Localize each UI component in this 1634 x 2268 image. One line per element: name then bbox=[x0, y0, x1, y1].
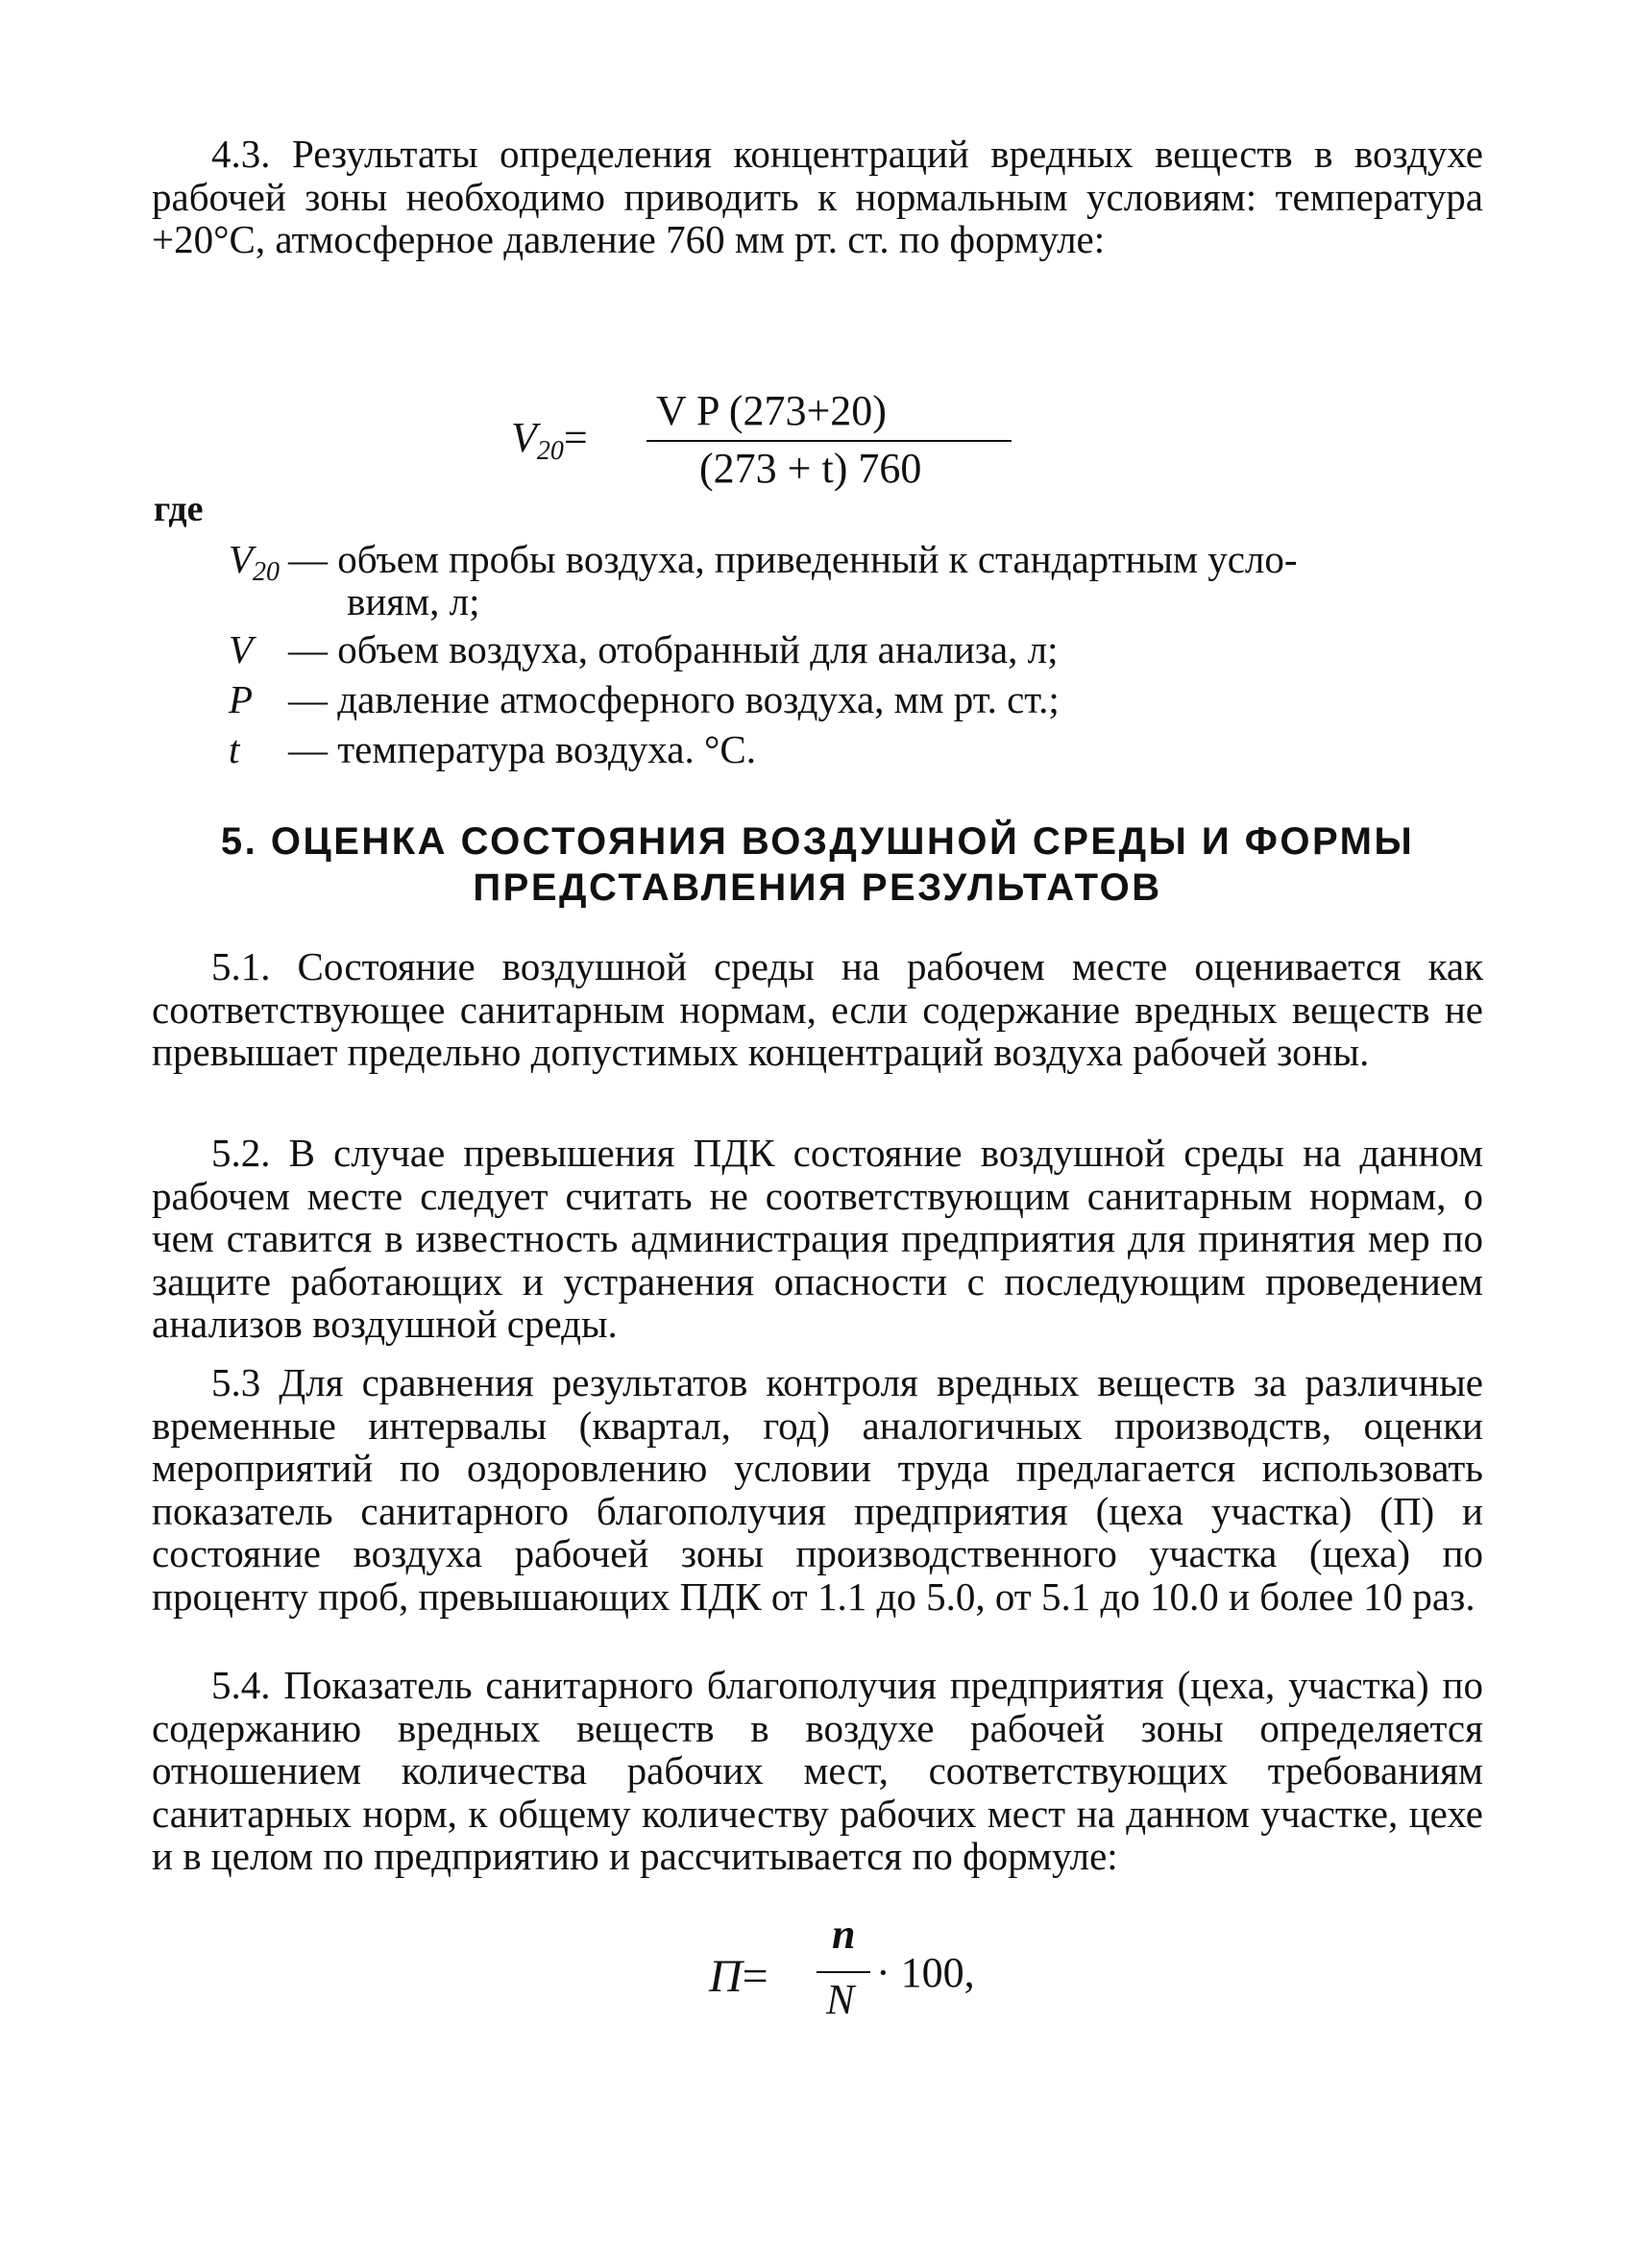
where-label: где bbox=[154, 489, 204, 529]
formula-p-fraction-bar bbox=[817, 1971, 870, 1973]
formula-p-denominator: N bbox=[826, 1976, 855, 2023]
paragraph-5-2: 5.2. В случае превышения ПДК состояние воздушной среды на данном рабочем месте следует считать не соответствующим санитарным нормам, о чем ставится в известность администрация предприятия для принятия мер по защите работающих и устранения опасности с последующим проведением анализов воздушной среды. bbox=[152, 1131, 1483, 1346]
definition-v20: $V_{20}$ — объем пробы воздуха, приведенный к стандартным усло- виям, л; bbox=[229, 537, 1298, 623]
section-5-heading: 5. ОЦЕНКА СОСТОЯНИЯ ВОЗДУШНОЙ СРЕДЫ И ФОРМЫ ПРЕДСТАВЛЕНИЯ РЕЗУЛЬТАТОВ bbox=[220, 820, 1415, 909]
formula-v20-denominator: (273 + t) 760 bbox=[699, 445, 922, 492]
formula-v20-lhs: $V_{20}=$ bbox=[511, 414, 588, 466]
paragraph-5-3: 5.3 Для сравнения результатов контроля вредных веществ за различные временные интервалы (квартал, год) аналогичных производств, оценки мероприятий по оздоровлению условии труда предлагается использовать показатель санитарного благополучия предприятия (цеха участка) (П) и состояние воздуха рабочей зоны производственного участка (цеха) по проценту проб, превышающих ПДК от 1.1 до 5.0, от 5.1 до 10.0 и более 10 раз. bbox=[152, 1360, 1483, 1619]
formula-p-multiplier: · 100, bbox=[876, 1949, 975, 1996]
formula-p-lhs: П= bbox=[709, 1951, 768, 2002]
definition-v: V — объем воздуха, отобранный для анализа, л; bbox=[229, 627, 1059, 671]
formula-p-numerator: n bbox=[832, 1911, 856, 1958]
definition-t: t — температура воздуха. °С. bbox=[229, 727, 756, 771]
formula-v20-fraction-bar bbox=[646, 440, 1012, 442]
paragraph-5-4: 5.4. Показатель санитарного благополучия предприятия (цеха, участка) по содержанию вредных веществ в воздухе рабочей зоны определяется отношением количества рабочих мест, соответствующих требованиям санитарных норм, к общему количеству рабочих мест на данном участке, цехе и в целом по предприятию и рассчитывается по формуле: bbox=[152, 1663, 1483, 1878]
paragraph-5-1: 5.1. Состояние воздушной среды на рабочем месте оценивается как соответствующее санитарным нормам, если содержание вредных веществ не превышает предельно допустимых концентраций воздуха рабочей зоны. bbox=[152, 944, 1483, 1074]
formula-v20-numerator: V P (273+20) bbox=[656, 387, 887, 434]
paragraph-4-3: 4.3. Результаты определения концентраций вредных веществ в воздухе рабочей зоны необходимо приводить к нормальным условиям: температура +20°С, атмосферное давление 760 мм рт. ст. по формуле: bbox=[152, 132, 1483, 261]
definition-p: P — давление атмосферного воздуха, мм рт. ст.; bbox=[229, 677, 1060, 721]
